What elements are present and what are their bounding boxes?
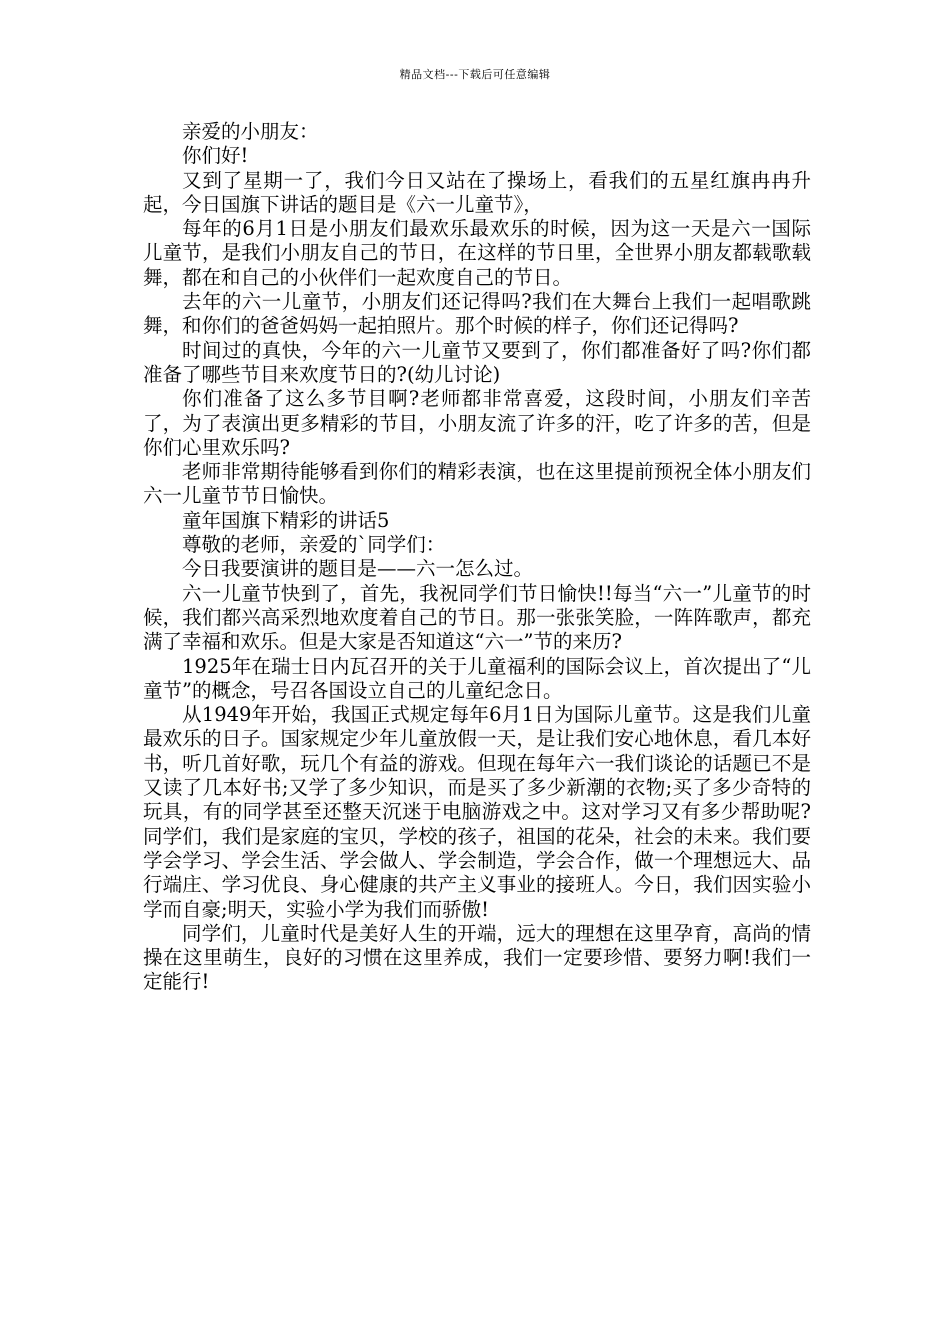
paragraph-closing: 同学们，儿童时代是美好人生的开端，远大的理想在这里孕育，高尚的情操在这里萌生，良好的习惯在这里养成，我们一定要珍惜、要努力啊!我们一定能行! [143, 921, 811, 994]
paragraph: 老师非常期待能够看到你们的精彩表演，也在这里提前预祝全体小朋友们六一儿童节节日愉快。 [143, 460, 811, 508]
paragraph: 今日我要演讲的题目是——六一怎么过。 [182, 557, 534, 581]
paragraph-greeting: 亲爱的小朋友： [182, 120, 319, 143]
section-title: 童年国旗下精彩的讲话5 [182, 508, 390, 532]
paragraph-salutation: 尊敬的老师，亲爱的`同学们： [182, 533, 446, 557]
paragraph-hello: 你们好! [182, 144, 249, 168]
paragraph: 六一儿童节快到了，首先，我祝同学们节日愉快!!每当“六一”儿童节的时候，我们都兴高采烈地欢度着自己的节日。那一张张笑脸，一阵阵歌声，都充满了幸福和欢乐。但是大家是否知道这“六一”节的来历? [143, 581, 811, 654]
paragraph: 时间过的真快，今年的六一儿童节又要到了，你们都准备好了吗?你们都准备了哪些节目来欢度节日的?(幼儿讨论) [143, 338, 811, 386]
paragraph: 你们准备了这么多节目啊?老师都非常喜爱，这段时间，小朋友们辛苦了，为了表演出更多精彩的节目，小朋友流了许多的汗，吃了许多的苦，但是你们心里欢乐吗? [143, 387, 811, 459]
paragraph: 从1949年开始，我国正式规定每年6月1日为国际儿童节。这是我们儿童最欢乐的日子。国家规定少年儿童放假一天，是让我们安心地休息，看几本好书，听几首好歌，玩几个有益的游戏。但现在每年六一我们谈论的话题已不是又读了几本好书;又学了多少知识，而是买了多少新潮的衣物;买了多少奇特的玩具，有的同学甚至还整天沉迷于电脑游戏之中。这对学习又有多少帮助呢?同学们，我们是家庭的宝贝，学校的孩子，祖国的花朵，社会的未来。我们要学会学习、学会生活、学会做人、学会制造，学会合作，做一个理想远大、品行端庄、学习优良、身心健康的共产主义事业的接班人。今日，我们因实验小学而自豪;明天，实验小学为我们而骄傲! [143, 703, 811, 921]
document-body [143, 120, 811, 995]
paragraph: 去年的六一儿童节，小朋友们还记得吗?我们在大舞台上我们一起唱歌跳舞，和你们的爸爸妈妈一起拍照片。那个时候的样子，你们还记得吗? [143, 290, 811, 338]
paragraph: 又到了星期一了，我们今日又站在了操场上，看我们的五星红旗冉冉升起，今日国旗下讲话的题目是《六一儿童节》， [143, 168, 811, 216]
page-header: 精品文档---下载后可任意编辑 [399, 68, 551, 81]
paragraph: 1925年在瑞士日内瓦召开的关于儿童福利的国际会议上，首次提出了“儿童节”的概念，号召各国设立自己的儿童纪念日。 [143, 654, 811, 702]
paragraph: 每年的6月1日是小朋友们最欢乐最欢乐的时候，因为这一天是六一国际儿童节，是我们小朋友自己的节日，在这样的节日里，全世界小朋友都载歌载舞，都在和自己的小伙伴们一起欢度自己的节日。 [143, 217, 811, 289]
